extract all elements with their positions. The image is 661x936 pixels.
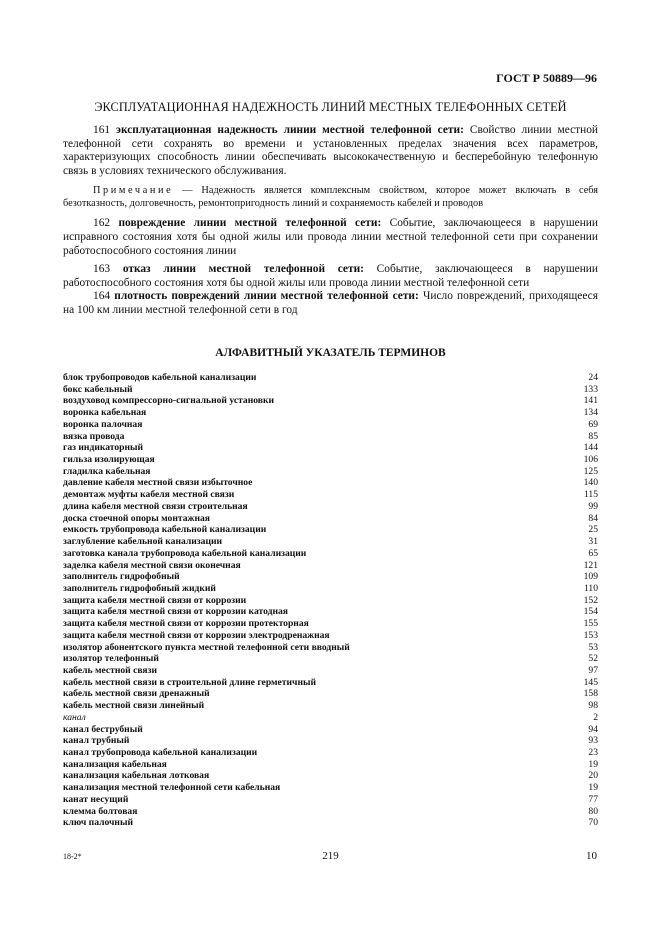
index-term-number: 80 xyxy=(588,805,598,817)
index-term-number: 2 xyxy=(593,711,598,723)
index-row xyxy=(63,384,598,396)
index-term-number: 154 xyxy=(583,606,598,618)
index-term-number: 97 xyxy=(588,664,598,676)
index-term: канализация кабельная xyxy=(63,758,167,770)
index-term-number: 155 xyxy=(583,618,598,630)
index-term-number: 24 xyxy=(588,372,598,383)
index-row xyxy=(63,372,598,384)
index-term: воронка кабельная xyxy=(63,407,147,419)
index-term: воздуховод компрессорно-сигнальной установки xyxy=(63,395,275,407)
footer-mark: 18-2* xyxy=(63,852,82,861)
index-term: заглубление кабельной канализации xyxy=(63,536,223,548)
index-row xyxy=(63,524,598,536)
index-term-number: 133 xyxy=(583,383,598,395)
term-definition: Событие, заключающееся в нарушении работоспособного состояния хотя бы одной жилы или провода линии местной телефонной сети xyxy=(63,263,598,289)
index-term: защита кабеля местной связи от коррозии электродренажная xyxy=(63,629,330,641)
index-row xyxy=(63,688,598,700)
index-term-number: 70 xyxy=(588,817,598,829)
index-term-number: 94 xyxy=(588,723,598,735)
index-term: доска стоечной опоры монтажная xyxy=(63,512,210,524)
index-term: изолятор абонентского пункта местной телефонной сети вводный xyxy=(63,641,350,653)
index-term: воронка палочная xyxy=(63,418,143,430)
index-term-number: 106 xyxy=(583,454,598,466)
index-row xyxy=(63,653,598,665)
index-term: канализация кабельная лотковая xyxy=(63,770,210,782)
index-row xyxy=(63,489,598,501)
index-row xyxy=(63,407,598,419)
index-term: клемма болтовая xyxy=(63,805,138,817)
index-term: защита кабеля местной связи от коррозии катодная xyxy=(63,606,288,618)
index-row xyxy=(63,431,598,443)
index-row xyxy=(63,806,598,818)
index-term: канал трубопровода кабельной канализации xyxy=(63,747,258,758)
index-term: кабель местной связи xyxy=(63,664,157,676)
term-name: эксплуатационная надежность линии местной телефонной сети: xyxy=(116,124,464,136)
term-number: 161 xyxy=(93,124,111,136)
index-term-number: 98 xyxy=(588,700,598,712)
term-number: 163 xyxy=(93,263,111,276)
term-161 xyxy=(63,124,598,178)
index-term-number: 25 xyxy=(588,524,598,536)
index-term-number: 141 xyxy=(583,395,598,407)
term-name: повреждение линии местной телефонной сети: xyxy=(118,217,382,230)
index-term: кабель местной связи линейный xyxy=(63,700,205,712)
index-term: защита кабеля местной связи от коррозии xyxy=(63,594,247,606)
index-term: кабель местной связи дренажный xyxy=(63,688,210,700)
term-163 xyxy=(63,263,598,290)
index-term-number: 125 xyxy=(583,465,598,477)
index-term: вязка провода xyxy=(63,430,125,442)
index-term: заделка кабеля местной связи оконечная xyxy=(63,559,241,571)
index-row xyxy=(63,548,598,560)
index-row xyxy=(63,782,598,794)
term-definition: Свойство линии местной телефонной сети сохранять во времени и установленных пределах значения всех параметров, характеризующих способность линии обеспечивать высококачественную и бесперебойную телефонную связь в условиях технического обслуживания. xyxy=(63,124,598,177)
index-term-number: 19 xyxy=(588,782,598,794)
index-row xyxy=(63,770,598,782)
index-row xyxy=(63,665,598,677)
index-row xyxy=(63,630,598,642)
index-term-number: 65 xyxy=(588,547,598,559)
index-term: заполнитель гидрофобный xyxy=(63,571,180,583)
index-term-number: 109 xyxy=(583,571,598,583)
index-term: демонтаж муфты кабеля местной связи xyxy=(63,489,235,501)
index-term: емкость трубопровода кабельной канализации xyxy=(63,524,267,536)
index-term: бокс кабельный xyxy=(63,383,133,395)
index-term: газ индикаторный xyxy=(63,442,144,454)
index-row xyxy=(63,419,598,431)
index-row xyxy=(63,595,598,607)
terms-block xyxy=(63,124,598,318)
index-row xyxy=(63,466,598,478)
index-term-number: 153 xyxy=(583,629,598,641)
term-definition: Число повреждений, приходящееся на 100 км линии местной телефонной сети в год xyxy=(63,290,598,316)
index-term: канат несущий xyxy=(63,793,129,805)
index-term-number: 158 xyxy=(583,688,598,700)
term-name: плотность повреждений линии местной телефонной сети: xyxy=(114,290,419,303)
index-term: канал xyxy=(63,711,86,723)
index-term-number: 99 xyxy=(588,500,598,512)
index-term-number: 115 xyxy=(583,489,598,501)
term-164 xyxy=(63,290,598,317)
index-term-number: 93 xyxy=(588,735,598,747)
index-row xyxy=(63,454,598,466)
index-row xyxy=(63,735,598,747)
term-number: 162 xyxy=(93,217,111,230)
index-term-number: 53 xyxy=(588,641,598,653)
index-row xyxy=(63,395,598,407)
term-162 xyxy=(63,217,598,258)
index-row xyxy=(63,560,598,572)
footer-right-number: 10 xyxy=(586,850,597,862)
index-row xyxy=(63,583,598,595)
section-title: ЭКСПЛУАТАЦИОННАЯ НАДЕЖНОСТЬ ЛИНИЙ МЕСТНЫХ ТЕЛЕФОННЫХ СЕТЕЙ xyxy=(94,100,567,114)
note xyxy=(63,184,598,210)
index-term: заполнитель гидрофобный жидкий xyxy=(63,582,216,594)
term-name: отказ линии местной телефонной сети: xyxy=(122,263,364,276)
index-term: защита кабеля местной связи от коррозии протекторная xyxy=(63,618,309,630)
index-term: гильза изолирующая xyxy=(63,454,155,466)
index-term: ключ палочный xyxy=(63,817,133,829)
index-row xyxy=(63,759,598,771)
index-term: давление кабеля местной связи избыточное xyxy=(63,477,253,489)
index-term: заготовка канала трубопровода кабельной канализации xyxy=(63,547,307,559)
index-row xyxy=(63,700,598,712)
index-term-number: 140 xyxy=(583,477,598,489)
index-term-number: 20 xyxy=(588,770,598,782)
index-row xyxy=(63,513,598,525)
index-row xyxy=(63,817,598,829)
index-term-number: 144 xyxy=(583,442,598,454)
index-term: канал трубный xyxy=(63,735,130,747)
index-row xyxy=(63,794,598,806)
index-row xyxy=(63,501,598,513)
index-term: изолятор телефонный xyxy=(63,653,159,665)
index-term-number: 31 xyxy=(588,536,598,548)
index-row xyxy=(63,724,598,736)
page-number: 219 xyxy=(322,850,339,862)
index-term-number: 69 xyxy=(588,418,598,430)
index-row xyxy=(63,747,598,759)
index-term: кабель местной связи в строительной длине герметичный xyxy=(63,676,316,688)
index-term: канал беструбный xyxy=(63,723,143,735)
index-term-number: 52 xyxy=(588,653,598,665)
index-row xyxy=(63,618,598,630)
index-term-number: 23 xyxy=(588,747,598,758)
index-term-number: 19 xyxy=(588,758,598,770)
index-term: блок трубопроводов кабельной канализации xyxy=(63,372,257,383)
index-list xyxy=(63,372,598,829)
term-definition: Событие, заключающееся в нарушении исправного состояния хотя бы одной жилы или провода линии местной телефонной сети при сохранении работоспособного состояния линии xyxy=(63,217,598,257)
index-row xyxy=(63,642,598,654)
index-term-number: 85 xyxy=(588,430,598,442)
index-term: гладилка кабельная xyxy=(63,465,151,477)
index-term-number: 77 xyxy=(588,793,598,805)
index-term-number: 152 xyxy=(583,594,598,606)
index-term-number: 121 xyxy=(583,559,598,571)
index-row xyxy=(63,712,598,724)
index-row xyxy=(63,442,598,454)
index-row xyxy=(63,606,598,618)
note-text: — Надежность является комплексным свойством, которое может включать в себя безотказность, долговечность, ремонтопригодность линий и сохраняемость кабелей и проводов xyxy=(63,185,598,210)
index-term-number: 145 xyxy=(583,676,598,688)
standard-number: ГОСТ Р 50889—96 xyxy=(496,71,597,85)
index-row xyxy=(63,536,598,548)
index-row xyxy=(63,677,598,689)
index-row xyxy=(63,477,598,489)
index-term-number: 134 xyxy=(583,407,598,419)
index-term-number: 110 xyxy=(583,582,598,594)
note-label: Примечание xyxy=(93,185,174,197)
index-title: АЛФАВИТНЫЙ УКАЗАТЕЛЬ ТЕРМИНОВ xyxy=(215,347,446,359)
term-number: 164 xyxy=(93,290,111,303)
index-row xyxy=(63,571,598,583)
index-term: длина кабеля местной связи строительная xyxy=(63,500,248,512)
index-term-number: 84 xyxy=(588,512,598,524)
index-term: канализация местной телефонной сети кабельная xyxy=(63,782,281,794)
